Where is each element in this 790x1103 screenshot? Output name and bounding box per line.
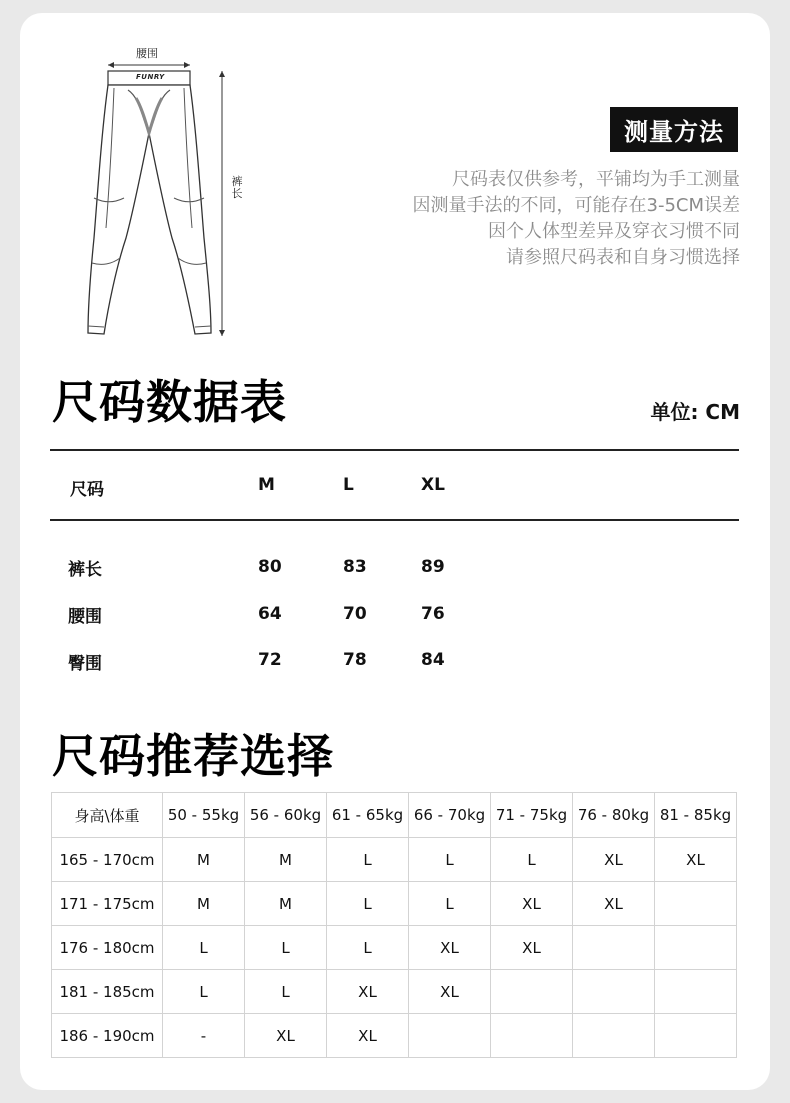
row-value: 89 xyxy=(421,557,445,577)
size-cell: - xyxy=(163,1014,245,1058)
size-cell: M xyxy=(163,882,245,926)
size-cell: M xyxy=(245,882,327,926)
table-row xyxy=(52,838,737,882)
table-header-row xyxy=(52,793,737,838)
height-cell: 171 - 175cm xyxy=(52,882,163,926)
header-cell: 81 - 85kg xyxy=(655,793,737,838)
header-l: L xyxy=(343,475,354,495)
row-label: 臀围 xyxy=(68,654,102,674)
size-cell xyxy=(655,1014,737,1058)
size-cell: XL xyxy=(245,1014,327,1058)
table-header-rule xyxy=(50,519,739,521)
size-cell xyxy=(409,1014,491,1058)
size-cell: XL xyxy=(573,882,655,926)
size-cell: L xyxy=(245,926,327,970)
table-row xyxy=(52,970,737,1014)
waist-label: 腰围 xyxy=(136,47,158,60)
size-cell xyxy=(573,926,655,970)
row-label: 腰围 xyxy=(68,607,102,627)
unit-label: 单位: CM xyxy=(650,400,740,424)
row-value: 76 xyxy=(421,604,445,624)
size-cell xyxy=(655,882,737,926)
header-cell: 50 - 55kg xyxy=(163,793,245,838)
size-cell: L xyxy=(327,926,409,970)
row-value: 83 xyxy=(343,557,367,577)
size-cell: L xyxy=(491,838,573,882)
size-cell xyxy=(655,970,737,1014)
method-line: 尺码表仅供参考，平铺均为手工测量 xyxy=(452,169,740,190)
size-cell: XL xyxy=(573,838,655,882)
table-row xyxy=(52,882,737,926)
header-cell: 71 - 75kg xyxy=(491,793,573,838)
size-cell: XL xyxy=(491,882,573,926)
brand-logo: FUNRY xyxy=(136,73,165,81)
header-cell: 56 - 60kg xyxy=(245,793,327,838)
size-cell xyxy=(573,970,655,1014)
size-cell xyxy=(573,1014,655,1058)
recommend-table xyxy=(51,792,737,1058)
header-cell: 66 - 70kg xyxy=(409,793,491,838)
header-xl: XL xyxy=(421,475,445,495)
table-row xyxy=(52,1014,737,1058)
length-label: 裤长 xyxy=(231,175,243,200)
size-cell xyxy=(491,970,573,1014)
size-cell: L xyxy=(327,882,409,926)
size-cell: M xyxy=(163,838,245,882)
size-cell: L xyxy=(163,926,245,970)
row-value: 78 xyxy=(343,650,367,670)
size-cell: L xyxy=(409,838,491,882)
row-label: 裤长 xyxy=(68,560,102,580)
row-value: 84 xyxy=(421,650,445,670)
size-cell: XL xyxy=(327,1014,409,1058)
pants-illustration xyxy=(80,38,255,343)
row-value: 80 xyxy=(258,557,282,577)
size-cell xyxy=(655,926,737,970)
size-cell: XL xyxy=(491,926,573,970)
height-cell: 186 - 190cm xyxy=(52,1014,163,1058)
size-cell: L xyxy=(245,970,327,1014)
method-line: 因个人体型差异及穿衣习惯不同 xyxy=(488,221,740,242)
method-notes xyxy=(413,167,741,271)
size-cell: XL xyxy=(327,970,409,1014)
size-cell: M xyxy=(245,838,327,882)
pants-drawing xyxy=(80,38,255,343)
table-row xyxy=(52,926,737,970)
row-value: 64 xyxy=(258,604,282,624)
method-title: 测量方法 xyxy=(610,107,738,152)
method-line: 请参照尺码表和自身习惯选择 xyxy=(506,247,740,268)
size-cell: L xyxy=(163,970,245,1014)
row-value: 72 xyxy=(258,650,282,670)
height-cell: 181 - 185cm xyxy=(52,970,163,1014)
recommend-title: 尺码推荐选择 xyxy=(52,729,334,783)
header-size: 尺码 xyxy=(70,480,104,500)
height-cell: 165 - 170cm xyxy=(52,838,163,882)
header-cell: 身高\体重 xyxy=(52,793,163,838)
size-cell: XL xyxy=(655,838,737,882)
size-table-title: 尺码数据表 xyxy=(52,375,287,429)
size-cell: XL xyxy=(409,926,491,970)
size-cell: XL xyxy=(409,970,491,1014)
method-line: 因测量手法的不同，可能存在3-5CM误差 xyxy=(412,195,740,216)
size-cell: L xyxy=(327,838,409,882)
header-m: M xyxy=(258,475,275,495)
height-cell: 176 - 180cm xyxy=(52,926,163,970)
row-value: 70 xyxy=(343,604,367,624)
size-cell xyxy=(491,1014,573,1058)
table-top-rule xyxy=(50,449,739,451)
header-cell: 61 - 65kg xyxy=(327,793,409,838)
header-cell: 76 - 80kg xyxy=(573,793,655,838)
size-cell: L xyxy=(409,882,491,926)
